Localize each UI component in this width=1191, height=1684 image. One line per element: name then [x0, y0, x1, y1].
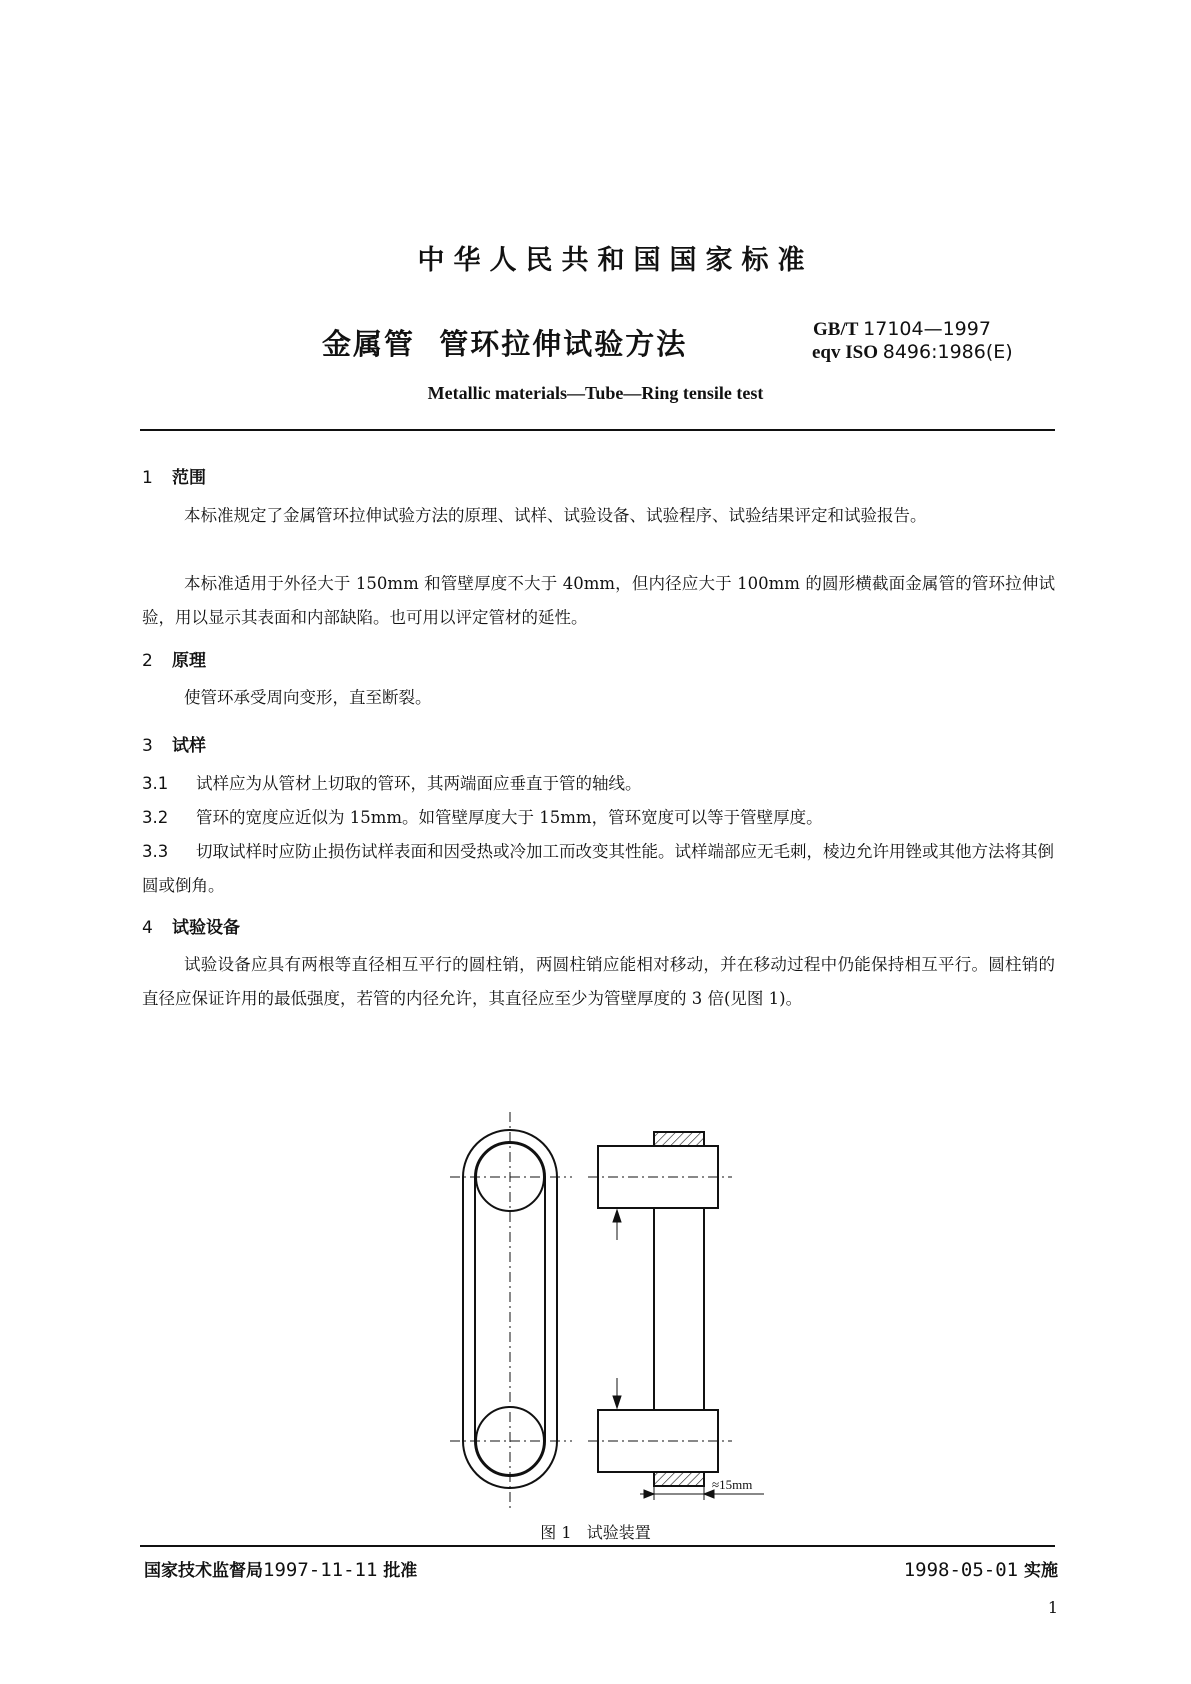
- item-text: 管环的宽度应近似为 15mm。如管壁厚度大于 15mm，管环宽度可以等于管壁厚度。: [196, 808, 823, 827]
- standard-title-zh: 金属管 管环拉伸试验方法: [322, 327, 688, 361]
- approved-suffix: 批准: [383, 1561, 418, 1581]
- effective-suffix: 实施: [1024, 1561, 1058, 1581]
- section-3-number: 3: [142, 736, 153, 756]
- item-number: 3.1: [142, 774, 169, 793]
- footer-divider: [140, 1545, 1055, 1547]
- item-number: 3.2: [142, 808, 169, 827]
- item-number: 3.3: [142, 842, 169, 861]
- side-centerlines: [588, 1177, 732, 1441]
- ring-section-bottom: [654, 1472, 704, 1486]
- section-1-paragraph-1: 本标准规定了金属管环拉伸试验方法的原理、试样、试验设备、试验程序、试验结果评定和试验报告。: [184, 506, 927, 525]
- approved-by: 国家技术监督局: [144, 1561, 263, 1581]
- section-2-number: 2: [142, 651, 153, 671]
- equivalence-prefix: eqv ISO: [812, 342, 878, 363]
- national-standard-heading: 中华人民共和国国家标准: [417, 245, 814, 276]
- approved-date: 1997-11-11: [263, 1559, 378, 1581]
- effective-info: [904, 1556, 1058, 1581]
- section-4-number: 4: [142, 918, 153, 938]
- item-text: 试样应为从管材上切取的管环，其两端面应垂直于管的轴线。: [196, 774, 642, 793]
- section-2-paragraph-1: 使管环承受周向变形，直至断裂。: [184, 688, 432, 707]
- item-text: 切取试样时应防止损伤试样表面和因受热或冷加工而改变其性能。试样端部应无毛刺，棱边允许用锉或其他方法将其倒圆或倒角。: [142, 842, 1054, 895]
- standard-code-number: 17104—1997: [863, 318, 991, 340]
- equivalence-number: 8496:1986(E): [882, 341, 1013, 363]
- section-2-title: 原理: [172, 651, 206, 671]
- ring-section-top: [654, 1132, 704, 1146]
- section-1-number: 1: [142, 468, 153, 488]
- ring-centerlines: [450, 1112, 572, 1508]
- section-4-title: 试验设备: [172, 918, 240, 938]
- dimension-label: ≈15mm: [712, 1477, 753, 1492]
- effective-date: 1998-05-01: [903, 1559, 1019, 1581]
- section-1-paragraph-2: 本标准适用于外径大于 150mm 和管壁厚度不大于 40mm，但内径应大于 100mm 的圆形横截面金属管的管环拉伸试验，用以显示其表面和内部缺陷。也可用以评定管材的延性。: [142, 574, 1055, 627]
- section-3-title: 试样: [172, 736, 206, 756]
- standard-code-prefix: GB/T: [813, 319, 859, 340]
- figure-1-caption: 图 1 试验装置: [540, 1523, 651, 1542]
- force-arrows: [613, 1210, 621, 1408]
- page-number: 1: [1047, 1598, 1058, 1617]
- pins-side-view: [598, 1132, 718, 1486]
- standard-title-en: Metallic materials—Tube—Ring tensile test: [427, 383, 764, 403]
- section-1-title: 范围: [172, 468, 206, 488]
- section-4-paragraph-1: 试验设备应具有两根等直径相互平行的圆柱销，两圆柱销应能相对移动，并在移动过程中仍能保持相互平行。圆柱销的直径应保证许用的最低强度，若管的内径允许，其直径应至少为管壁厚度的 3 倍(见图 1)。: [142, 955, 1055, 1008]
- approval-info: [144, 1556, 417, 1581]
